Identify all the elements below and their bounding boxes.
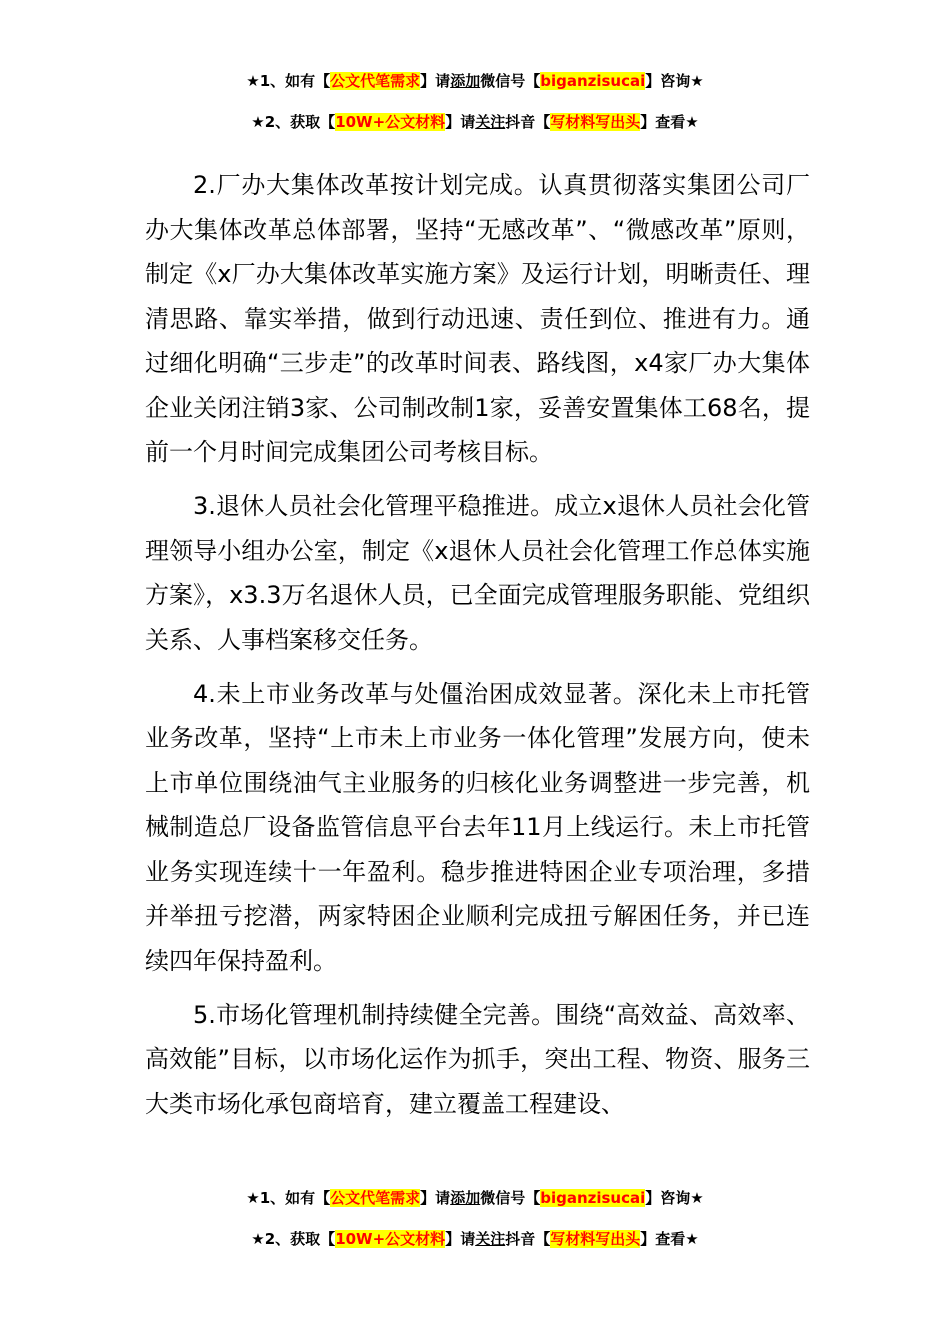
promo-prefix: ★2、获取【: [251, 113, 336, 131]
promo-suffix: 】查看★: [640, 113, 699, 131]
promo-suffix: 】查看★: [640, 1230, 699, 1248]
promo-prefix: ★1、如有【: [246, 72, 331, 90]
promo-text: 微信号【: [480, 1189, 541, 1207]
promo-highlight: 10W+公文材料: [335, 113, 446, 131]
paragraph-4: 4.未上市业务改革与处僵治困成效显著。深化未上市托管业务改革，坚持“上市未上市业务一体化管理”发展方向，使未上市单位围绕油气主业服务的归核化业务调整进一步完善，机械制造总厂设备监管信息平台去年11月上线运行。未上市托管业务实现连续十一年盈利。稳步推进特困企业专项治理，多措并举扭亏挖潜，两家特困企业顺利完成扭亏解困任务，并已连续四年保持盈利。: [145, 679, 810, 975]
promo-text: 抖音【: [505, 113, 551, 131]
promo-text: 微信号【: [480, 72, 541, 90]
promo-text: 】请: [445, 113, 476, 131]
promo-highlight-wechat-id: biganzisucai: [540, 72, 646, 90]
promo-underlined-text: 添加: [450, 1189, 481, 1207]
promo-highlight-wechat-id: biganzisucai: [540, 1189, 646, 1207]
promo-highlight: 10W+公文材料: [335, 1230, 446, 1248]
document-body: [145, 163, 810, 1126]
promo-underlined-text: 关注: [475, 1230, 506, 1248]
header-promo-line-2: [0, 111, 950, 133]
paragraph-5: 5.市场化管理机制持续健全完善。围绕“高效益、高效率、高效能”目标，以市场化运作为抓手，突出工程、物资、服务三大类市场化承包商培育，建立覆盖工程建设、: [145, 1000, 810, 1118]
promo-highlight: 公文代笔需求: [330, 72, 421, 90]
promo-text: 抖音【: [505, 1230, 551, 1248]
paragraph-2: 2.厂办大集体改革按计划完成。认真贯彻落实集团公司厂办大集体改革总体部署，坚持“无感改革”、“微感改革”原则，制定《x厂办大集体改革实施方案》及运行计划，明晰责任、理清思路、靠实举措，做到行动迅速、责任到位、推进有力。通过细化明确“三步走”的改革时间表、路线图，x4家厂办大集体企业关闭注销3家、公司制改制1家，妥善安置集体工68名，提前一个月时间完成集团公司考核目标。: [145, 171, 810, 466]
promo-prefix: ★1、如有【: [246, 1189, 331, 1207]
promo-suffix: 】咨询★: [645, 1189, 704, 1207]
header-promo-line-1: [0, 70, 950, 92]
promo-highlight-douyin-id: 写材料写出头: [550, 1230, 641, 1248]
promo-prefix: ★2、获取【: [251, 1230, 336, 1248]
promo-suffix: 】咨询★: [645, 72, 704, 90]
promo-highlight: 公文代笔需求: [330, 1189, 421, 1207]
promo-text: 】请: [445, 1230, 476, 1248]
promo-text: 】请: [420, 1189, 451, 1207]
promo-underlined-text: 添加: [450, 72, 481, 90]
footer-promo-line-2: [0, 1228, 950, 1250]
footer-promo-line-1: [0, 1187, 950, 1209]
promo-highlight-douyin-id: 写材料写出头: [550, 113, 641, 131]
promo-text: 】请: [420, 72, 451, 90]
paragraph-3: 3.退休人员社会化管理平稳推进。成立x退休人员社会化管理领导小组办公室，制定《x退休人员社会化管理工作总体实施方案》，x3.3万名退休人员，已全面完成管理服务职能、党组织关系、人事档案移交任务。: [145, 492, 810, 654]
promo-underlined-text: 关注: [475, 113, 506, 131]
